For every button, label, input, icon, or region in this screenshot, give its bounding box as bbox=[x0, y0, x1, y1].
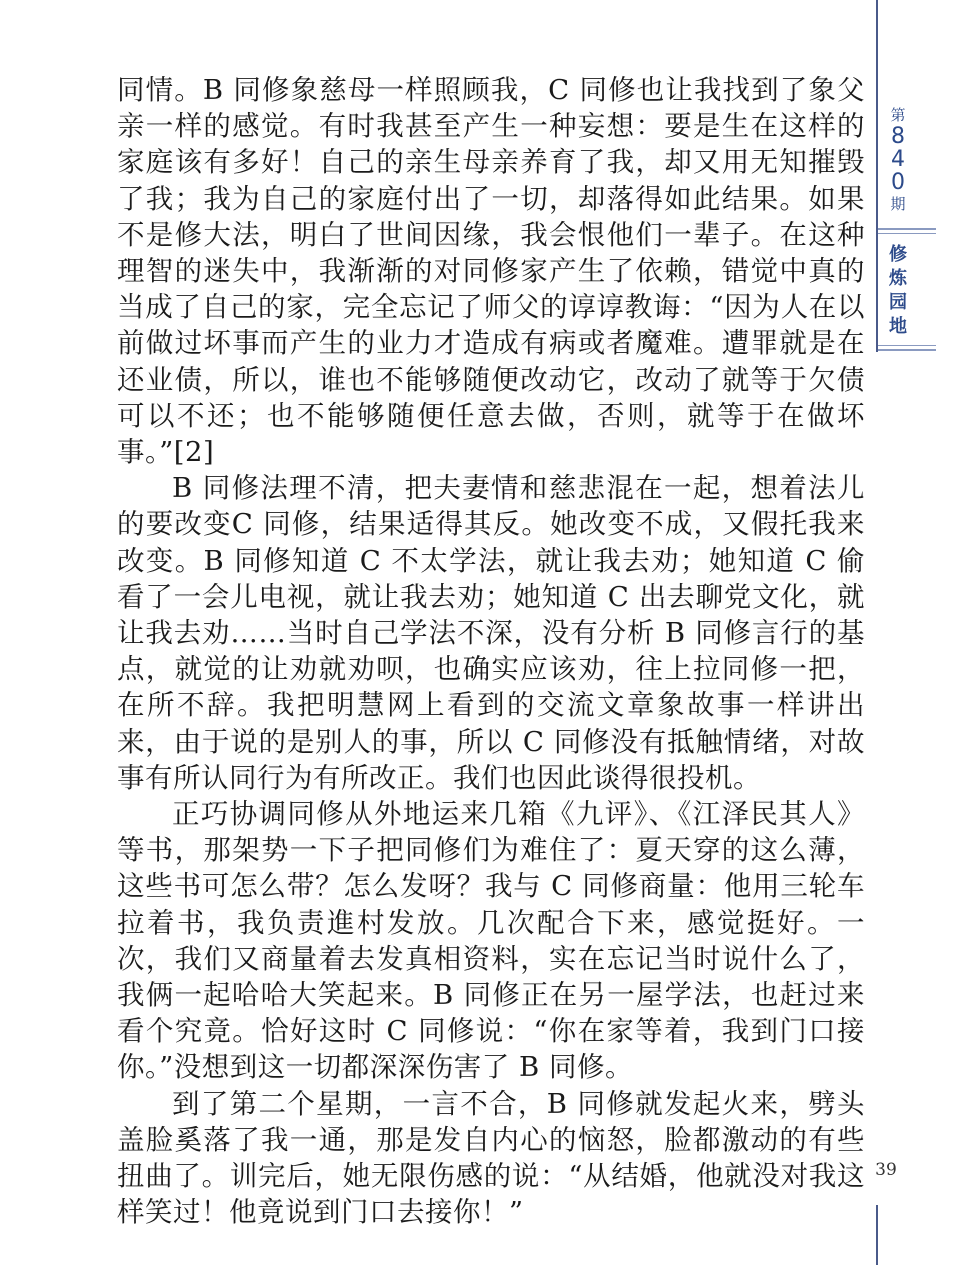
paragraph-1: 同情。B 同修象慈母一样照顾我，C 同修也让我找到了象父亲一样的感觉。有时我甚至产生一种妄想：要是生在这样的家庭该有多好！自己的亲生母亲养育了我，却又用无知摧毁了我；我为自己的家庭付出了一切，却落得如此结果。如果不是修大法，明白了世间因缘，我会恨他们一辈子。在这种理智的迷失中，我渐渐的对同修家产生了依赖，错觉中真的当成了自己的家，完全忘记了师父的谆谆教诲：“因为人在以前做过坏事而产生的业力才造成有病或者魔难。遭罪就是在还业债，所以，谁也不能够随便改动它，改动了就等于欠债可以不还；也不能够随便任意去做，否则，就等于在做坏事。”[2] bbox=[117, 74, 865, 469]
divider bbox=[878, 233, 936, 234]
margin-rule-bottom bbox=[876, 1205, 878, 1265]
paragraph-4: 到了第二个星期，一言不合，B 同修就发起火来，劈头盖脸奚落了我一通，那是发自内心的恼怒，脸都激动的有些扭曲了。训完后，她无限伤感的说：“从结婚，他就没对我这样笑过！他竟说到门口去接你！” bbox=[117, 1087, 865, 1229]
page-number: 39 bbox=[875, 1160, 897, 1180]
divider bbox=[878, 345, 936, 346]
paragraph-3: 正巧协调同修从外地运来几箱《九评》、《江泽民其人》等书，那架势一下子把同修们为难住了：夏天穿的这么薄，这些书可怎么带？怎么发呀？我与 C 同修商量：他用三轮车拉着书，我负责進村发放。几次配合下来，感觉挺好。一次，我们又商量着去发真相资料，实在忘记当时说什么了，我俩一起哈哈大笑起来。B 同修正在另一屋学法，也赶过来看个究竟。恰好这时 C 同修说：“你在家等着，我到门口接你。”没想到这一切都深深伤害了 B 同修。 bbox=[117, 798, 865, 1084]
issue-label bbox=[878, 105, 918, 214]
paragraph-2: B 同修法理不清，把夫妻情和慈悲混在一起，想着法儿的要改变C 同修，结果适得其反。她改变不成，又假托我来改变。B 同修知道 C 不太学法，就让我去劝；她知道 C 偷看了一会儿电视，就让我去劝；她知道 C 出去聊党文化，就让我去劝……当时自己学法不深，没有分析 B 同修言行的基点，就觉的让劝就劝呗，也确实应该劝，往上拉同修一把，在所不辞。我把明慧网上看到的交流文章象故事一样讲出来，由于说的是别人的事，所以 C 同修没有抵触情绪，对故事有所认同行为有所改正。我们也因此谈得很投机。 bbox=[117, 472, 865, 794]
section-char: 炼 bbox=[889, 268, 907, 289]
issue-suffix: 期 bbox=[890, 195, 906, 213]
section-char: 园 bbox=[889, 292, 907, 313]
divider bbox=[878, 228, 936, 230]
issue-prefix: 第 bbox=[890, 106, 906, 124]
issue-digit: 0 bbox=[891, 170, 905, 195]
side-tab bbox=[878, 0, 936, 352]
section-char: 地 bbox=[889, 316, 907, 337]
issue-digit: 4 bbox=[891, 147, 905, 172]
issue-digit: 8 bbox=[891, 124, 905, 149]
section-char: 修 bbox=[889, 244, 907, 265]
divider bbox=[878, 349, 936, 351]
section-title bbox=[878, 243, 918, 339]
article-body bbox=[117, 72, 865, 1231]
